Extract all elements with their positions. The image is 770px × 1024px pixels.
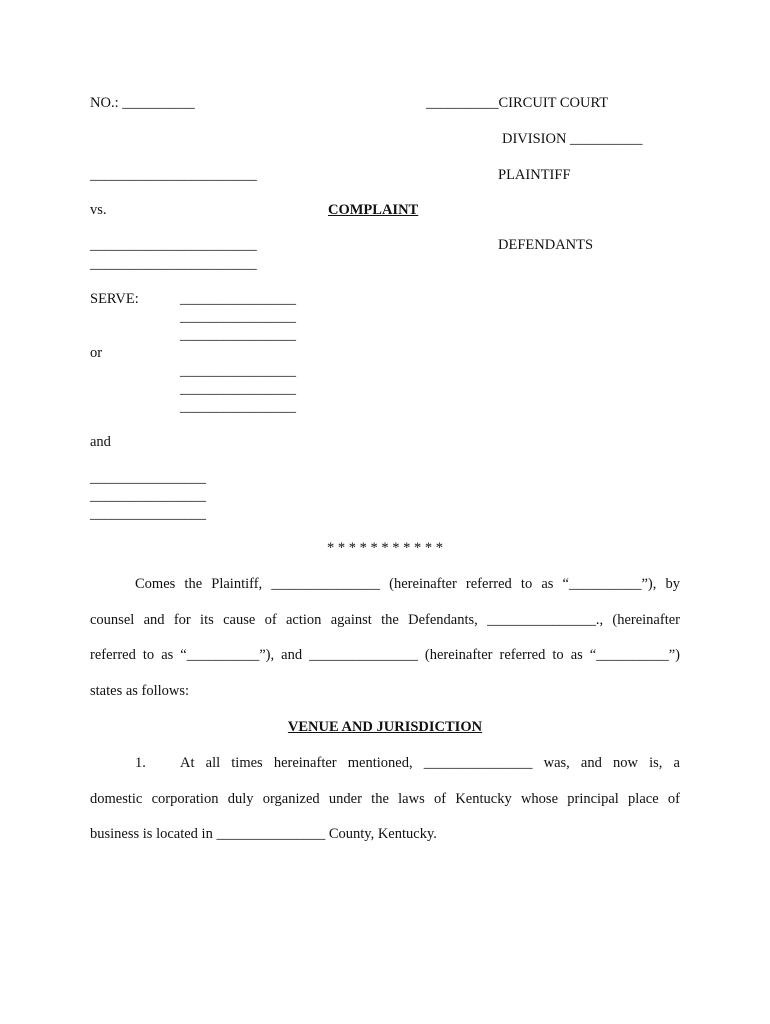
versus-label: vs.	[90, 202, 107, 218]
serve-blank-5: ________________	[180, 381, 296, 397]
defendant-name-blank-2: _______________________	[90, 256, 257, 272]
serve-blank-8: ________________	[90, 488, 206, 504]
plaintiff-label: PLAINTIFF	[498, 167, 571, 183]
serve-blank-6: ________________	[180, 399, 296, 415]
paragraph-number: 1.	[135, 755, 146, 771]
plaintiff-name-blank: _______________________	[90, 167, 257, 183]
serve-blank-9: ________________	[90, 506, 206, 522]
paragraph-1-first-line	[90, 746, 680, 782]
asterisk-separator: * * * * * * * * * * *	[327, 540, 443, 556]
intro-line-1: Comes the Plaintiff, _______________ (hereinafter referred to as “__________”), by	[135, 576, 680, 592]
paragraph-1-line-1: At all times hereinafter mentioned, _______________ was, and now is, a	[180, 755, 680, 771]
intro-line-4: states as follows:	[90, 682, 190, 699]
defendants-label: DEFENDANTS	[498, 237, 594, 253]
serve-blank-2: ________________	[180, 309, 296, 325]
document-title: COMPLAINT	[328, 202, 419, 218]
paragraph-1-line-3: business is located in _______________ County, Kentucky.	[90, 826, 437, 842]
serve-blank-3: ________________	[180, 327, 296, 343]
numbered-paragraph-1	[90, 746, 680, 853]
section-title: VENUE AND JURISDICTION	[287, 719, 483, 735]
or-label: or	[90, 345, 103, 361]
serve-blank-1: ________________	[180, 291, 296, 307]
serve-blank-7: ________________	[90, 470, 206, 486]
and-label: and	[90, 434, 111, 450]
serve-blank-4: ________________	[180, 363, 296, 379]
intro-line-3: referred to as “__________”), and _______________ (hereinafter referred to as “__________”)	[90, 647, 680, 663]
court-name: __________CIRCUIT COURT	[426, 95, 609, 111]
intro-paragraph	[90, 567, 680, 709]
defendant-name-blank-1: _______________________	[90, 237, 257, 253]
serve-label: SERVE:	[90, 291, 139, 307]
division-field: DIVISION __________	[502, 131, 643, 147]
intro-line-2: counsel and for its cause of action against the Defendants, _______________., (hereinafter	[90, 611, 680, 628]
paragraph-1-line-2: domestic corporation duly organized under the laws of Kentucky whose principal place of	[90, 790, 680, 807]
case-number-field: NO.: __________	[90, 95, 195, 111]
